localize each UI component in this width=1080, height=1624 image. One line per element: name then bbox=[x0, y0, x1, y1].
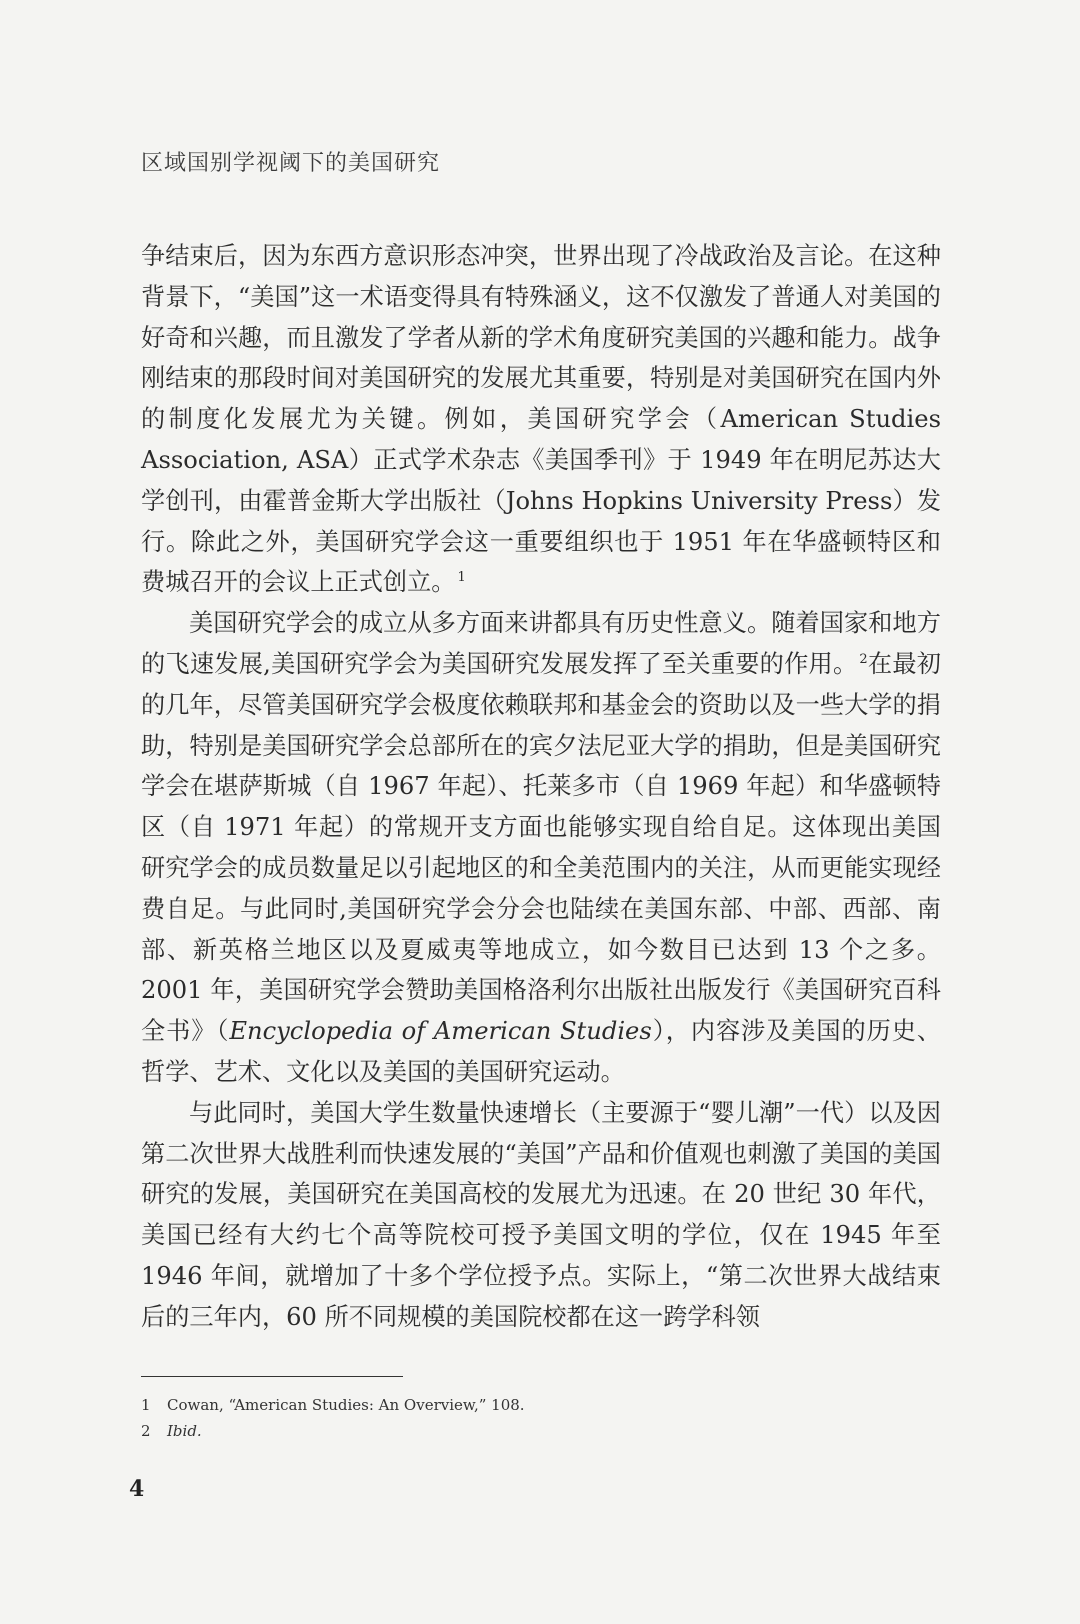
paragraph-2 bbox=[141, 603, 941, 1093]
footnote-text: Ibid. bbox=[167, 1422, 202, 1440]
book-title-italic: Encyclopedia of American Studies bbox=[229, 1017, 652, 1046]
footnote-ref-1[interactable]: 1 bbox=[457, 570, 466, 586]
footnote-divider bbox=[141, 1376, 403, 1377]
paragraph-1-text: 争结束后，因为东西方意识形态冲突，世界出现了冷战政治及言论。在这种背景下，“美国”这一术语变得具有特殊涵义，这不仅激发了普通人对美国的好奇和兴趣，而且激发了学者从新的学术角度研究美国的兴趣和能力。战争刚结束的那段时间对美国研究的发展尤其重要，特别是对美国研究在国内外的制度化发展尤为关键。例如，美国研究学会（American Studies Association, ASA）正式学术杂志《美国季刊》于 1949 年在明尼苏达大学创刊，由霍普金斯大学出版社（Johns Hopkins University Press）发行。除此之外，美国研究学会这一重要组织也于 1951 年在华盛顿特区和费城召开的会议上正式创立。 bbox=[141, 242, 941, 597]
paragraph-2-text-b: 在最初的几年，尽管美国研究学会极度依赖联邦和基金会的资助以及一些大学的捐助，特别是美国研究学会总部所在的宾夕法尼亚大学的捐助，但是美国研究学会在堪萨斯城（自 1967 年起）、托莱多市（自 1969 年起）和华盛顿特区（自 1971 年起）的常规开支方面也能够实现自给自足。这体现出美国研究学会的成员数量足以引起地区的和全美范围内的关注，从而更能实现经费自足。与此同时,美国研究学会分会也陆续在美国东部、中部、西部、南部、新英格兰地区以及夏威夷等地成立，如今数目已达到 13 个之多。2001 年，美国研究学会赞助美国格洛利尔出版社出版发行《美国研究百科全书》（ bbox=[141, 649, 941, 1046]
footnote-1 bbox=[141, 1392, 941, 1418]
footnote-number: 2 bbox=[141, 1422, 151, 1440]
body-text bbox=[141, 236, 941, 1338]
footnote-text: Cowan, “American Studies: An Overview,” 108. bbox=[167, 1396, 525, 1414]
paragraph-2-text-c: ），内容涉及美国的历史、哲学、艺术、文化以及美国的美国研究运动。 bbox=[141, 1017, 942, 1086]
footnote-2 bbox=[141, 1418, 941, 1444]
footnote-ref-2[interactable]: 2 bbox=[859, 651, 868, 667]
page-number: 4 bbox=[129, 1476, 145, 1502]
footnote-number: 1 bbox=[141, 1396, 151, 1414]
paragraph-2-text-a: 美国研究学会的成立从多方面来讲都具有历史性意义。随着国家和地方的飞速发展,美国研究学会为美国研究发展发挥了至关重要的作用。 bbox=[141, 609, 941, 678]
paragraph-1 bbox=[141, 236, 941, 603]
footnotes bbox=[141, 1392, 941, 1444]
paragraph-3-text: 与此同时，美国大学生数量快速增长（主要源于“婴儿潮”一代）以及因第二次世界大战胜利而快速发展的“美国”产品和价值观也刺激了美国的美国研究的发展，美国研究在美国高校的发展尤为迅速。在 20 世纪 30 年代，美国已经有大约七个高等院校可授予美国文明的学位，仅在 1945 年至 1946 年间，就增加了十多个学位授予点。实际上，“第二次世界大战结束后的三年内，60 所不同规模的美国院校都在这一跨学科领 bbox=[141, 1098, 941, 1331]
paragraph-3 bbox=[141, 1093, 941, 1338]
running-header: 区域国别学视阈下的美国研究 bbox=[141, 151, 441, 176]
